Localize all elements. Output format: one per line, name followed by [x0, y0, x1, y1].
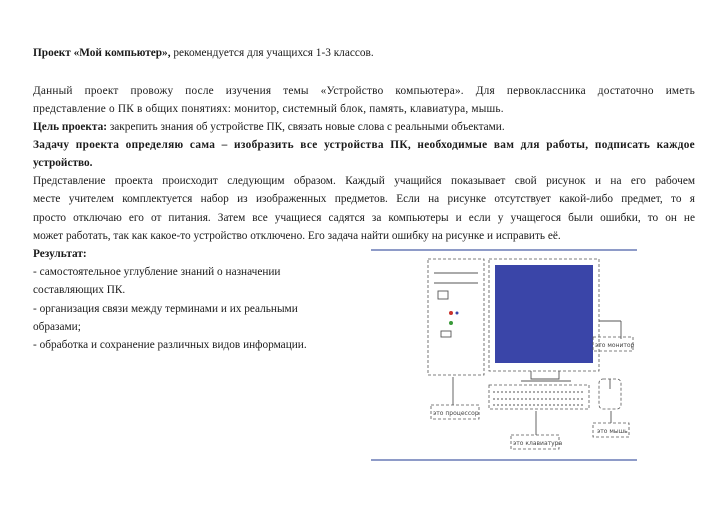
- description-paragraph: [33, 172, 695, 246]
- description-line-2: месте учителем комплектуется набор из изображенных предметов. Если на рисунке отсутствует какой-либо предмет, то я: [33, 193, 695, 206]
- description-line-4: может работать, так как какое-то устройство отключено. Его задача найти ошибку на рисунке и исправить её.: [33, 230, 561, 243]
- computer-sketch: [371, 249, 637, 461]
- goal-label: Цель проекта:: [33, 121, 107, 133]
- keyboard-drawing: [489, 385, 589, 409]
- system-unit-drawing: [428, 259, 484, 375]
- description-line-1: Представление проекта происходит следующим образом. Каждый учащийся показывает свой рисунок и на его рабочем: [33, 175, 695, 187]
- intro-line-1: Данный проект провожу после изучения темы «Устройство компьютера». Для первоклассника достаточно иметь: [33, 85, 695, 97]
- description-line-3: просто отключаю его от питания. Затем все учащиеся садятся за компьютеры и если у учащегося были ошибки, то он не: [33, 211, 695, 224]
- label-monitor: это монитор: [595, 342, 635, 349]
- mouse-drawing: [599, 379, 621, 409]
- label-processor: это процессор: [433, 410, 479, 417]
- goal-paragraph: [33, 118, 695, 136]
- intro-line-2: представление о ПК в общих понятиях: монитор, системный блок, память, клавиатура, мышь.: [33, 103, 504, 116]
- task-paragraph: [33, 136, 695, 173]
- intro-paragraph: [33, 82, 695, 119]
- project-audience: рекомендуется для учащихся 1-3 классов.: [170, 47, 374, 59]
- task-line-2: устройство.: [33, 157, 93, 170]
- result-item-2-line-1: - организация связи между терминами и их реальными: [33, 302, 298, 315]
- task-line-1: Задачу проекта определяю сама – изобразить все устройства ПК, необходимые вам для работы, подписать каждое: [33, 139, 695, 151]
- result-item-3: - обработка и сохранение различных видов информации.: [33, 339, 307, 352]
- goal-text: закрепить знания об устройстве ПК, связать новые слова с реальными объектами.: [107, 121, 505, 133]
- result-item-2-line-2: образами;: [33, 320, 81, 333]
- results-title: Результат:: [33, 248, 87, 260]
- label-mouse: это мышь: [597, 428, 628, 435]
- project-title: Проект «Мой компьютер»,: [33, 47, 171, 59]
- project-heading: [33, 44, 695, 62]
- result-item-1-line-1: - самостоятельное углубление знаний о назначении: [33, 266, 281, 279]
- child-drawing-figure: [371, 249, 637, 461]
- results-section: [33, 245, 363, 354]
- result-item-1-line-2: составляющих ПК.: [33, 284, 126, 297]
- monitor-drawing: [489, 259, 599, 381]
- label-keyboard: это клавиатура: [513, 440, 563, 447]
